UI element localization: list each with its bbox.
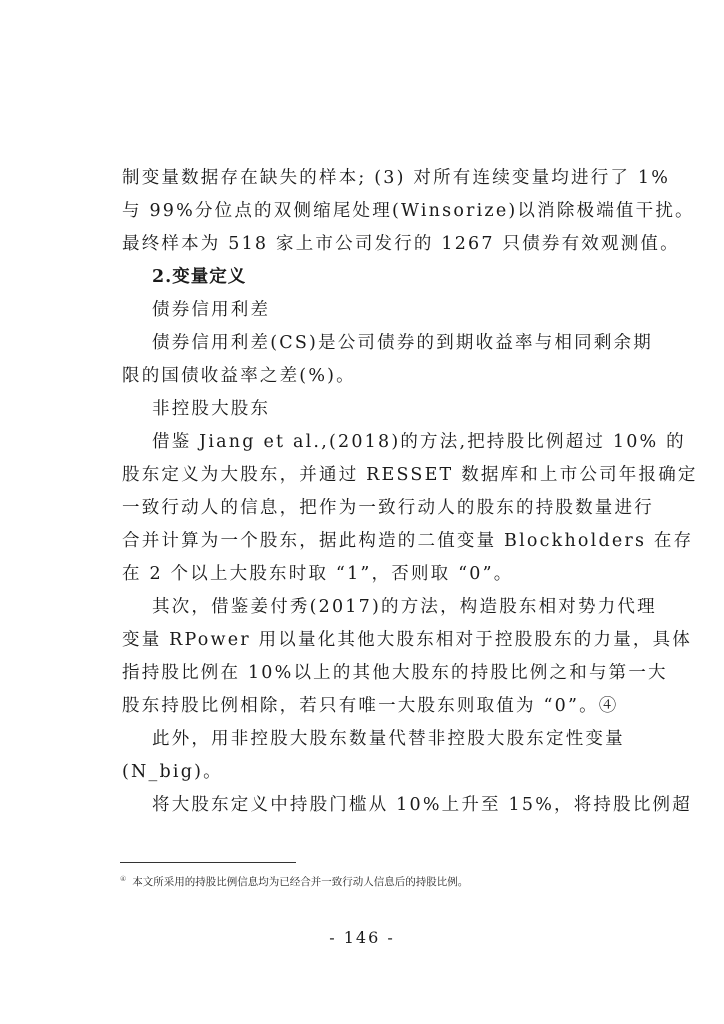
footnote-divider [120, 862, 296, 863]
text-line: 一致行动人的信息，把作为一致行动人的股东的持股数量进行 [122, 498, 654, 518]
footnote [120, 874, 468, 889]
text-line: 股东持股比例相除，若只有唯一大股东则取值为 “0”。④ [122, 696, 619, 716]
subheading: 非控股大股东 [152, 399, 271, 419]
text-line: 将大股东定义中持股门槛从 10%上升至 15%，将持股比例超 [152, 795, 692, 815]
text-line: 此外，用非控股大股东数量代替非控股大股东定性变量 [152, 729, 625, 749]
text-line: 合并计算为一个股东，据此构造的二值变量 Blockholders 在存 [122, 531, 694, 551]
footnote-marker: ④ [120, 874, 127, 883]
text-line: 其次，借鉴姜付秀(2017)的方法，构造股东相对势力代理 [152, 597, 657, 617]
text-line: 限的国债收益率之差(%)。 [122, 366, 356, 386]
text-line: 债券信用利差(CS)是公司债券的到期收益率与相同剩余期 [152, 333, 653, 353]
footnote-text: 本文所采用的持股比例信息均为已经合并一致行动人信息后的持股比例。 [132, 876, 469, 888]
text-line: 制变量数据存在缺失的样本; (3) 对所有连续变量均进行了 1% [122, 168, 671, 188]
section-heading: 2.变量定义 [152, 267, 247, 287]
text-line: 借鉴 Jiang et al.,(2018)的方法,把持股比例超过 10% 的 [152, 432, 686, 452]
text-line: 指持股比例在 10%以上的其他大股东的持股比例之和与第一大 [122, 663, 668, 683]
subheading: 债券信用利差 [152, 300, 271, 320]
text-line: 变量 RPower 用以量化其他大股东相对于控股股东的力量，具体 [122, 630, 693, 650]
text-line: 与 99%分位点的双侧缩尾处理(Winsorize)以消除极端值干扰。 [122, 201, 695, 221]
text-line: 在 2 个以上大股东时取 “1”，否则取 “0”。 [122, 564, 514, 584]
text-line: 最终样本为 518 家上市公司发行的 1267 只债券有效观测值。 [122, 234, 680, 254]
text-line: 股东定义为大股东，并通过 RESSET 数据库和上市公司年报确定 [122, 465, 698, 485]
page-number: - 146 - [329, 928, 395, 947]
text-line: (N_big)。 [122, 762, 223, 782]
